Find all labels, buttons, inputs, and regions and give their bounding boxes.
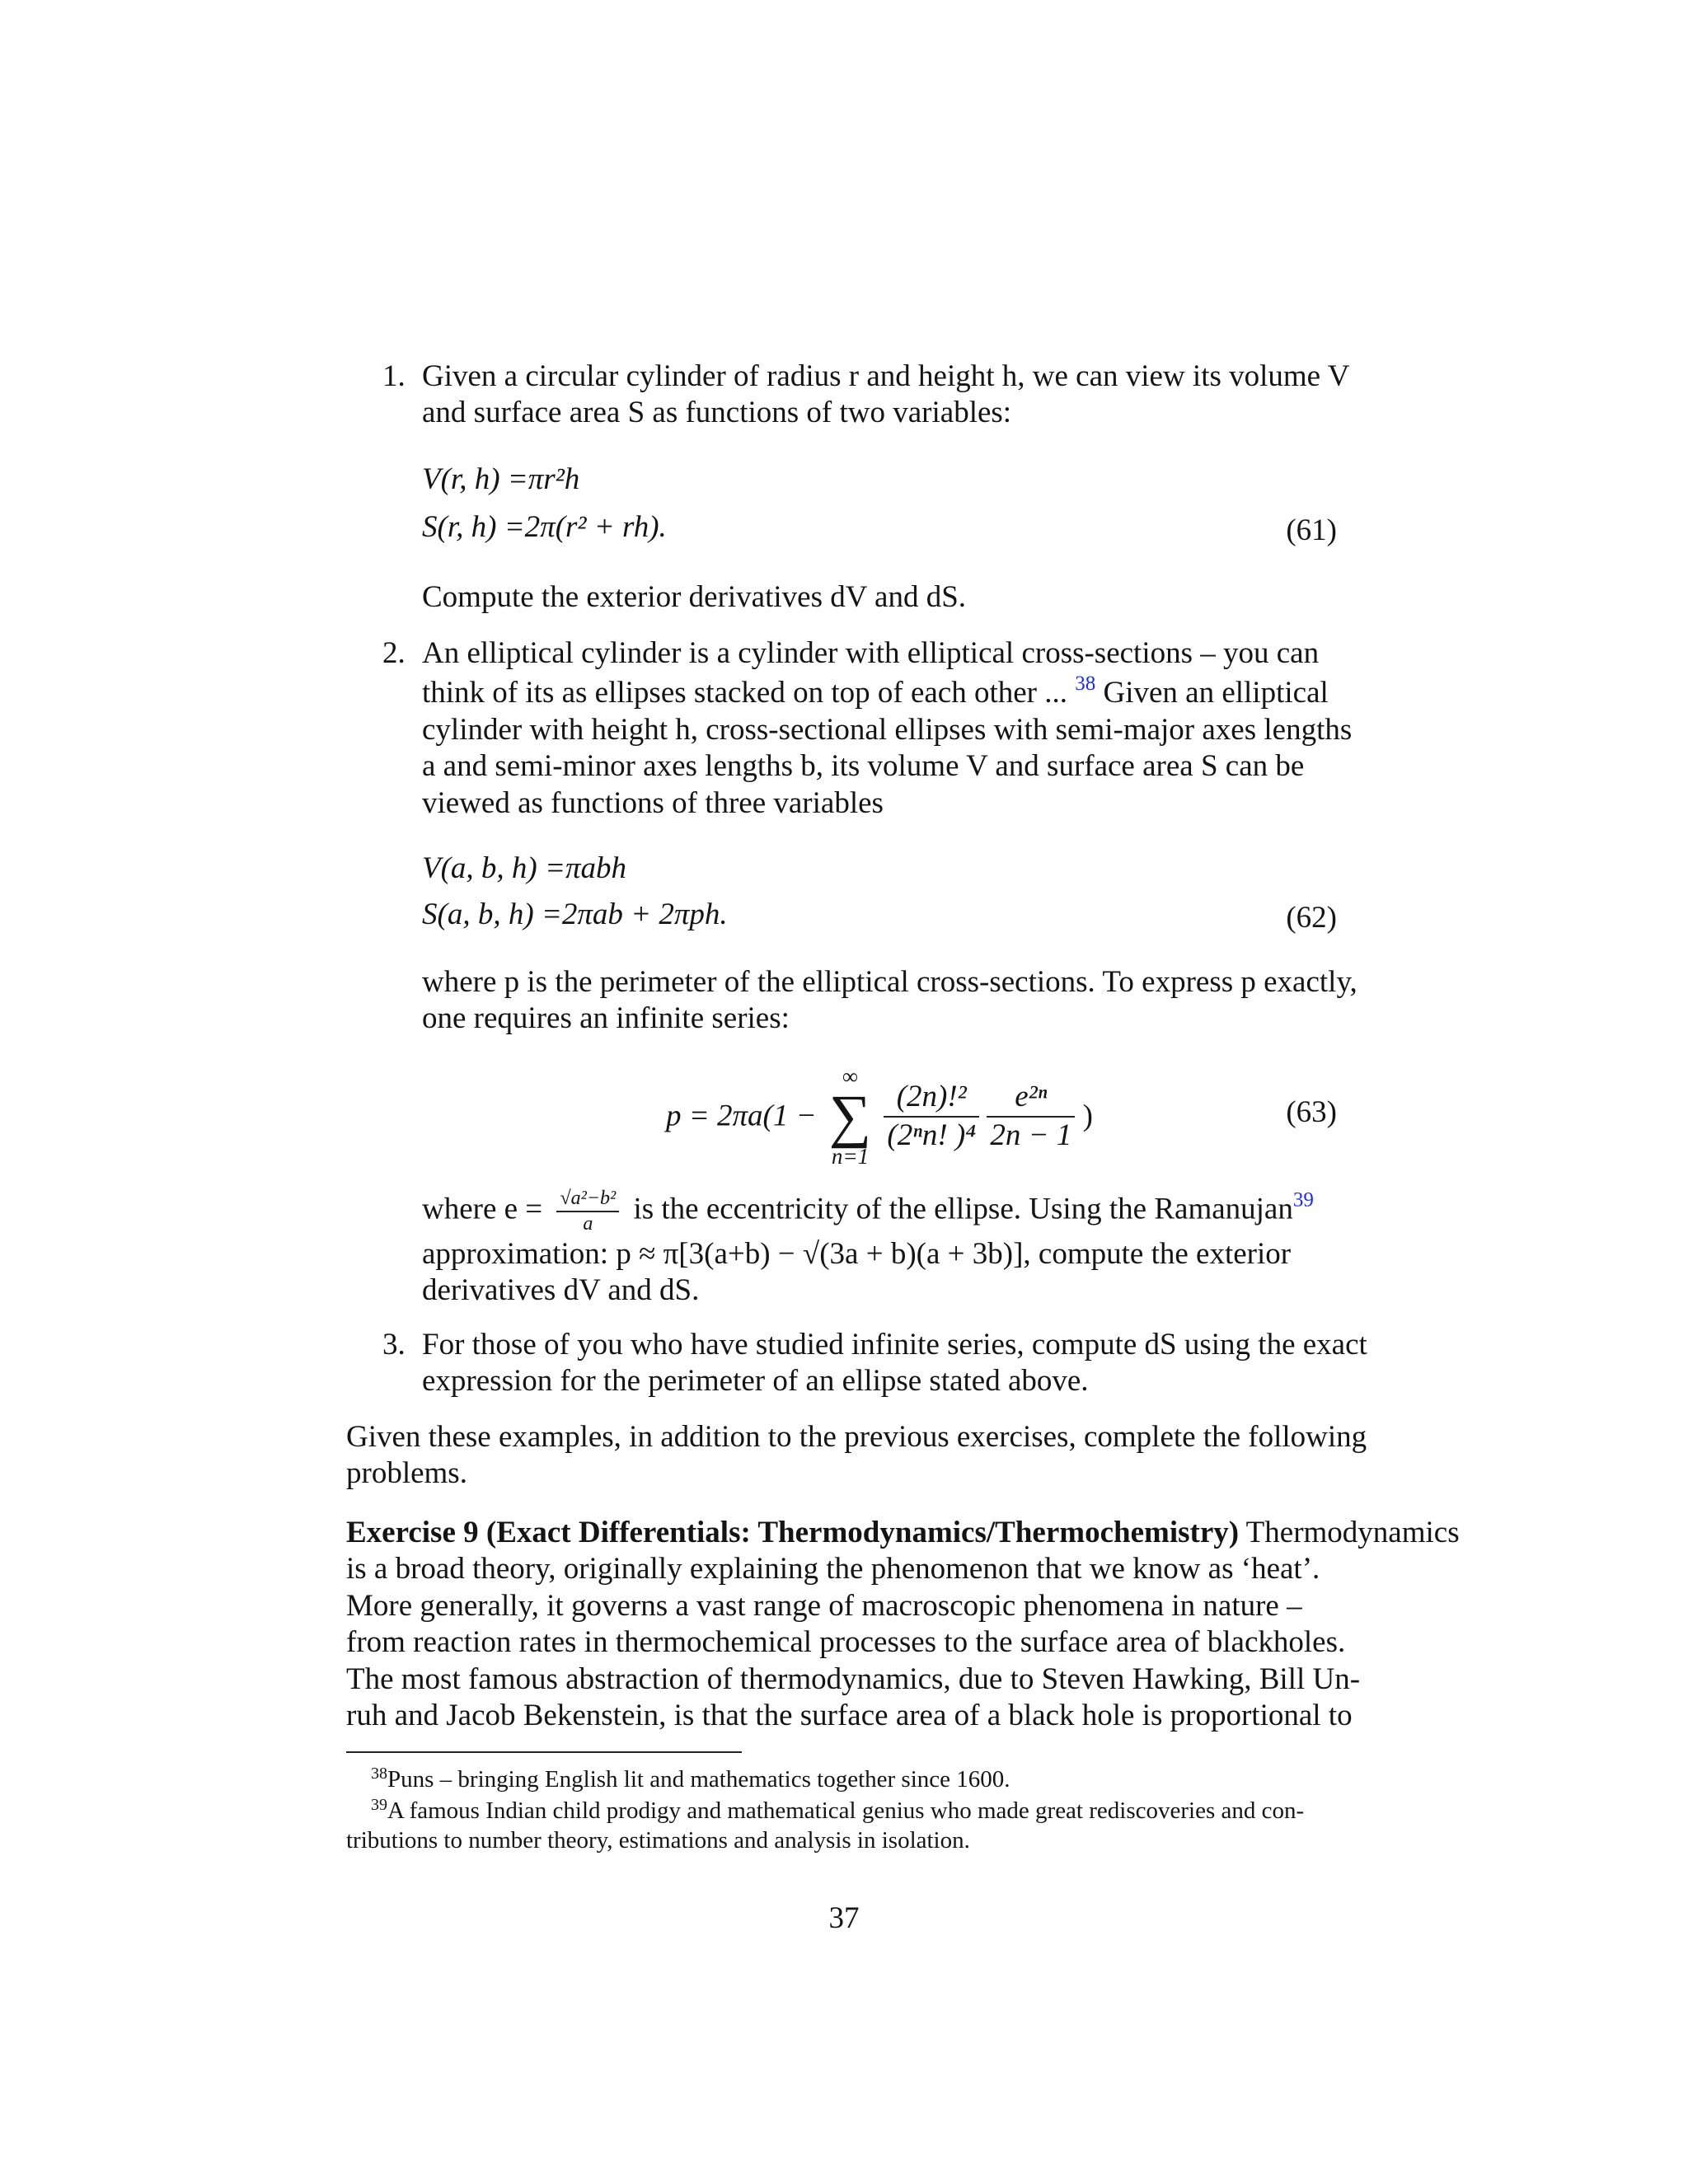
footnote-mark: 38 <box>371 1765 387 1783</box>
text-line: from reaction rates in thermochemical processes to the surface area of blackholes. <box>346 1625 1346 1660</box>
sum-lower-limit: n=1 <box>831 1144 870 1169</box>
numerator: (2n)!² <box>884 1079 979 1117</box>
text-line: The most famous abstraction of thermodynamics, due to Steven Hawking, Bill Un- <box>346 1661 1361 1696</box>
footnote-text: A famous Indian child prodigy and mathematical genius who made great rediscoveries and con- <box>387 1797 1305 1824</box>
list-item-2 <box>382 635 1353 822</box>
text-line: approximation: p ≈ π[3(a+b) − √(3a + b)(a + 3b)], compute the exterior <box>422 1236 1292 1271</box>
denominator: (2ⁿn! )⁴ <box>887 1118 977 1152</box>
footnote-mark: 39 <box>371 1796 387 1814</box>
text-line: More generally, it governs a vast range of macroscopic phenomena in nature – <box>346 1588 1302 1623</box>
item-number: 3. <box>382 1328 406 1361</box>
series-equation <box>666 1063 1093 1170</box>
footnote-rule <box>346 1751 742 1753</box>
sigma-glyph: ∑ <box>828 1083 872 1150</box>
summation-symbol <box>829 1063 871 1170</box>
text-line: tributions to number theory, estimations and analysis in isolation. <box>346 1827 970 1854</box>
denominator: 2n − 1 <box>990 1118 1072 1152</box>
item-number: 2. <box>382 636 406 670</box>
text-line: An elliptical cylinder is a cylinder with elliptical cross-sections – you can <box>422 636 1320 670</box>
text-line: is a broad theory, originally explaining the phenomenon that we know as ‘heat’. <box>346 1552 1320 1586</box>
text-line: For those of you who have studied infinite series, compute dS using the exact <box>422 1328 1367 1361</box>
text-line: where p is the perimeter of the elliptical cross-sections. To express p exactly, <box>422 965 1357 999</box>
text-line: ruh and Jacob Bekenstein, is that the surface area of a black hole is proportional to <box>346 1698 1353 1732</box>
footnote-38 <box>346 1764 1337 1794</box>
fraction <box>884 1079 979 1154</box>
paragraph <box>422 1187 1337 1309</box>
text-line: Given a circular cylinder of radius r and height h, we can view its volume V <box>422 359 1350 393</box>
equation-number: (63) <box>1286 1095 1337 1129</box>
denominator: a <box>583 1212 593 1235</box>
text-line: one requires an infinite series: <box>422 1001 790 1036</box>
list-item-3 <box>382 1327 1367 1400</box>
text-line <box>346 1515 1460 1551</box>
text-line: Given these examples, in addition to the previous exercises, complete the following <box>346 1420 1367 1454</box>
footnote-39 <box>346 1795 1337 1856</box>
page-number: 37 <box>828 1901 860 1935</box>
paragraph <box>422 579 1337 616</box>
text-fragment: Given an elliptical <box>1103 676 1329 710</box>
text-line <box>346 1795 1337 1825</box>
footnote-text: Puns – bringing English lit and mathematics together since 1600. <box>387 1766 1010 1793</box>
equation-number: (61) <box>1286 513 1337 547</box>
closing-paren: ) <box>1082 1099 1093 1133</box>
equation-line: S(a, b, h) =2πab + 2πph. <box>422 898 728 931</box>
paragraph <box>346 1419 1367 1493</box>
text-line: viewed as functions of three variables <box>422 785 884 820</box>
text-line: cylinder with height h, cross-sectional ellipses with semi-major axes lengths <box>422 712 1353 747</box>
text-fragment: where e = <box>422 1192 543 1226</box>
exercise-paragraph <box>346 1515 1460 1734</box>
exercise-title: Exercise 9 (Exact Differentials: Thermodynamics/Thermochemistry) <box>346 1516 1240 1549</box>
text-line: and surface area S as functions of two variables: <box>422 396 1012 430</box>
fraction <box>987 1079 1075 1154</box>
numerator: e²ⁿ <box>987 1079 1075 1117</box>
eccentricity-fraction <box>556 1187 619 1236</box>
text-line <box>422 1187 1337 1236</box>
item-number: 1. <box>382 359 406 393</box>
text-fragment: Thermodynamics <box>1245 1516 1460 1549</box>
equation-line: S(r, h) =2π(r² + rh). <box>422 510 667 544</box>
equation-line: V(r, h) =πr²h <box>422 462 580 496</box>
equation-number: (62) <box>1286 901 1337 935</box>
equation-line: V(a, b, h) =πabh <box>422 851 626 885</box>
series-lhs: p = 2πa(1 − <box>666 1099 817 1133</box>
footnote-ref-39[interactable]: 39 <box>1292 1188 1314 1212</box>
text-line: expression for the perimeter of an ellipse stated above. <box>422 1364 1089 1399</box>
footnote-ref-38[interactable]: 38 <box>1075 673 1096 696</box>
paragraph <box>422 964 1357 1038</box>
text-line: Compute the exterior derivatives dV and dS. <box>422 580 967 614</box>
text-fragment: think of its as ellipses stacked on top of each other ... <box>422 676 1067 710</box>
sum-upper-limit: ∞ <box>842 1064 859 1089</box>
list-item-1 <box>382 359 1350 432</box>
text-fragment: is the eccentricity of the ellipse. Using the Ramanujan <box>633 1192 1293 1226</box>
text-line <box>422 672 1337 711</box>
text-line: problems. <box>346 1456 467 1491</box>
numerator: √a²−b² <box>556 1187 619 1212</box>
text-line: a and semi-minor axes lengths b, its volume V and surface area S can be <box>422 749 1305 784</box>
text-line: derivatives dV and dS. <box>422 1272 700 1307</box>
